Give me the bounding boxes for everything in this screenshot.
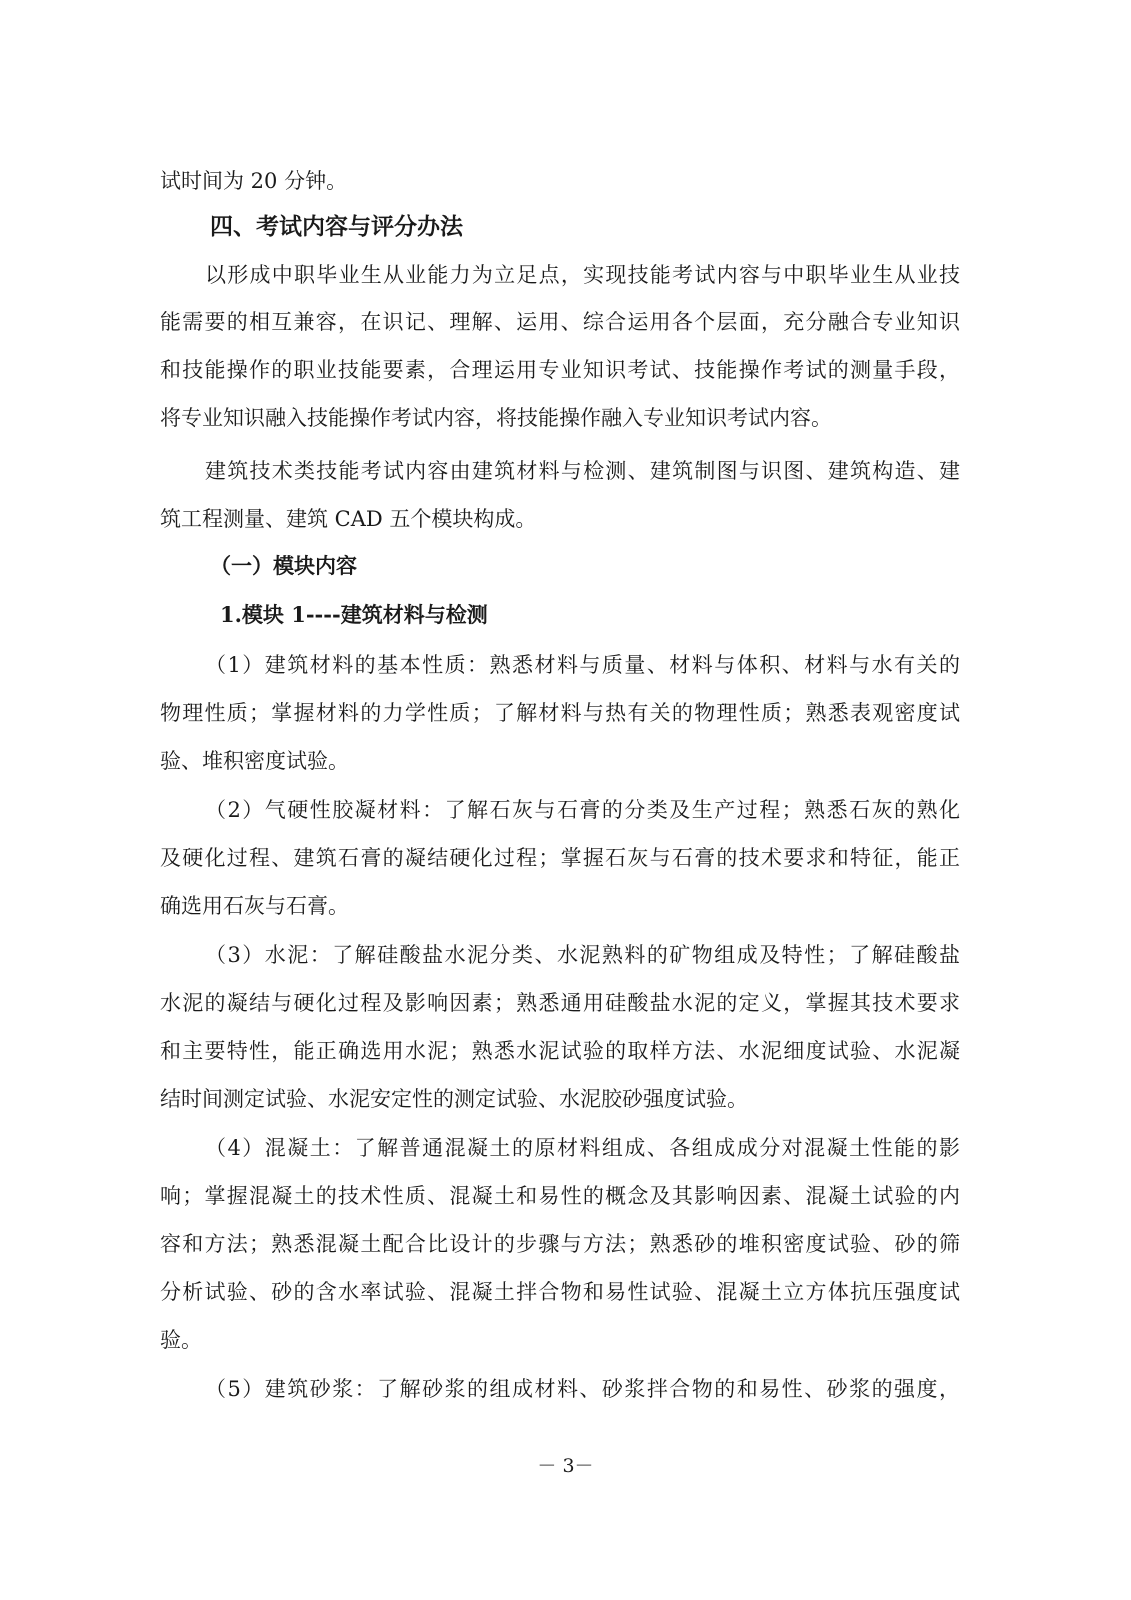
text-line: 建筑技术类技能考试内容由建筑材料与检测、建筑制图与识图、建筑构造、建 <box>205 459 960 483</box>
text-line: 筑工程测量、建筑 CAD 五个模块构成。 <box>160 507 537 531</box>
text-line: 物理性质；掌握材料的力学性质；了解材料与热有关的物理性质；熟悉表观密度试 <box>160 701 960 725</box>
text-line: 验。 <box>160 1328 202 1352</box>
text-line: 结时间测定试验、水泥安定性的测定试验、水泥胶砂强度试验。 <box>160 1087 748 1111</box>
text-line: 容和方法；熟悉混凝土配合比设计的步骤与方法；熟悉砂的堆积密度试验、砂的筛 <box>160 1232 960 1256</box>
text-line: 确选用石灰与石膏。 <box>160 894 349 918</box>
text-line: （5）建筑砂浆：了解砂浆的组成材料、砂浆拌合物的和易性、砂浆的强度， <box>205 1377 960 1401</box>
text-line: 将专业知识融入技能操作考试内容，将技能操作融入专业知识考试内容。 <box>160 406 832 430</box>
section-heading: 四、考试内容与评分办法 <box>210 213 463 240</box>
text-line: 和主要特性，能正确选用水泥；熟悉水泥试验的取样方法、水泥细度试验、水泥凝 <box>160 1039 960 1063</box>
text-line: 及硬化过程、建筑石膏的凝结硬化过程；掌握石灰与石膏的技术要求和特征，能正 <box>160 846 960 870</box>
text-line: 试时间为 20 分钟。 <box>160 169 348 193</box>
text-line: 分析试验、砂的含水率试验、混凝土拌合物和易性试验、混凝土立方体抗压强度试 <box>160 1280 960 1304</box>
text-line: 和技能操作的职业技能要素，合理运用专业知识考试、技能操作考试的测量手段， <box>160 358 960 382</box>
page-number: － 3－ <box>537 1455 594 1477</box>
text-line: 以形成中职毕业生从业能力为立足点，实现技能考试内容与中职毕业生从业技 <box>205 263 960 287</box>
text-line: 能需要的相互兼容，在识记、理解、运用、综合运用各个层面，充分融合专业知识 <box>160 310 960 334</box>
text-line: 水泥的凝结与硬化过程及影响因素；熟悉通用硅酸盐水泥的定义，掌握其技术要求 <box>160 991 960 1015</box>
module-heading: 1.模块 1----建筑材料与检测 <box>220 602 488 627</box>
text-line: （3）水泥：了解硅酸盐水泥分类、水泥熟料的矿物组成及特性；了解硅酸盐 <box>205 943 960 967</box>
text-line: （2）气硬性胶凝材料：了解石灰与石膏的分类及生产过程；熟悉石灰的熟化 <box>205 798 960 822</box>
text-line: （1）建筑材料的基本性质：熟悉材料与质量、材料与体积、材料与水有关的 <box>205 653 960 677</box>
text-line: 验、堆积密度试验。 <box>160 749 349 773</box>
text-line: （4）混凝土：了解普通混凝土的原材料组成、各组成成分对混凝土性能的影 <box>205 1136 960 1160</box>
subsection-heading: （一）模块内容 <box>210 553 357 578</box>
text-line: 响；掌握混凝土的技术性质、混凝土和易性的概念及其影响因素、混凝土试验的内 <box>160 1184 960 1208</box>
